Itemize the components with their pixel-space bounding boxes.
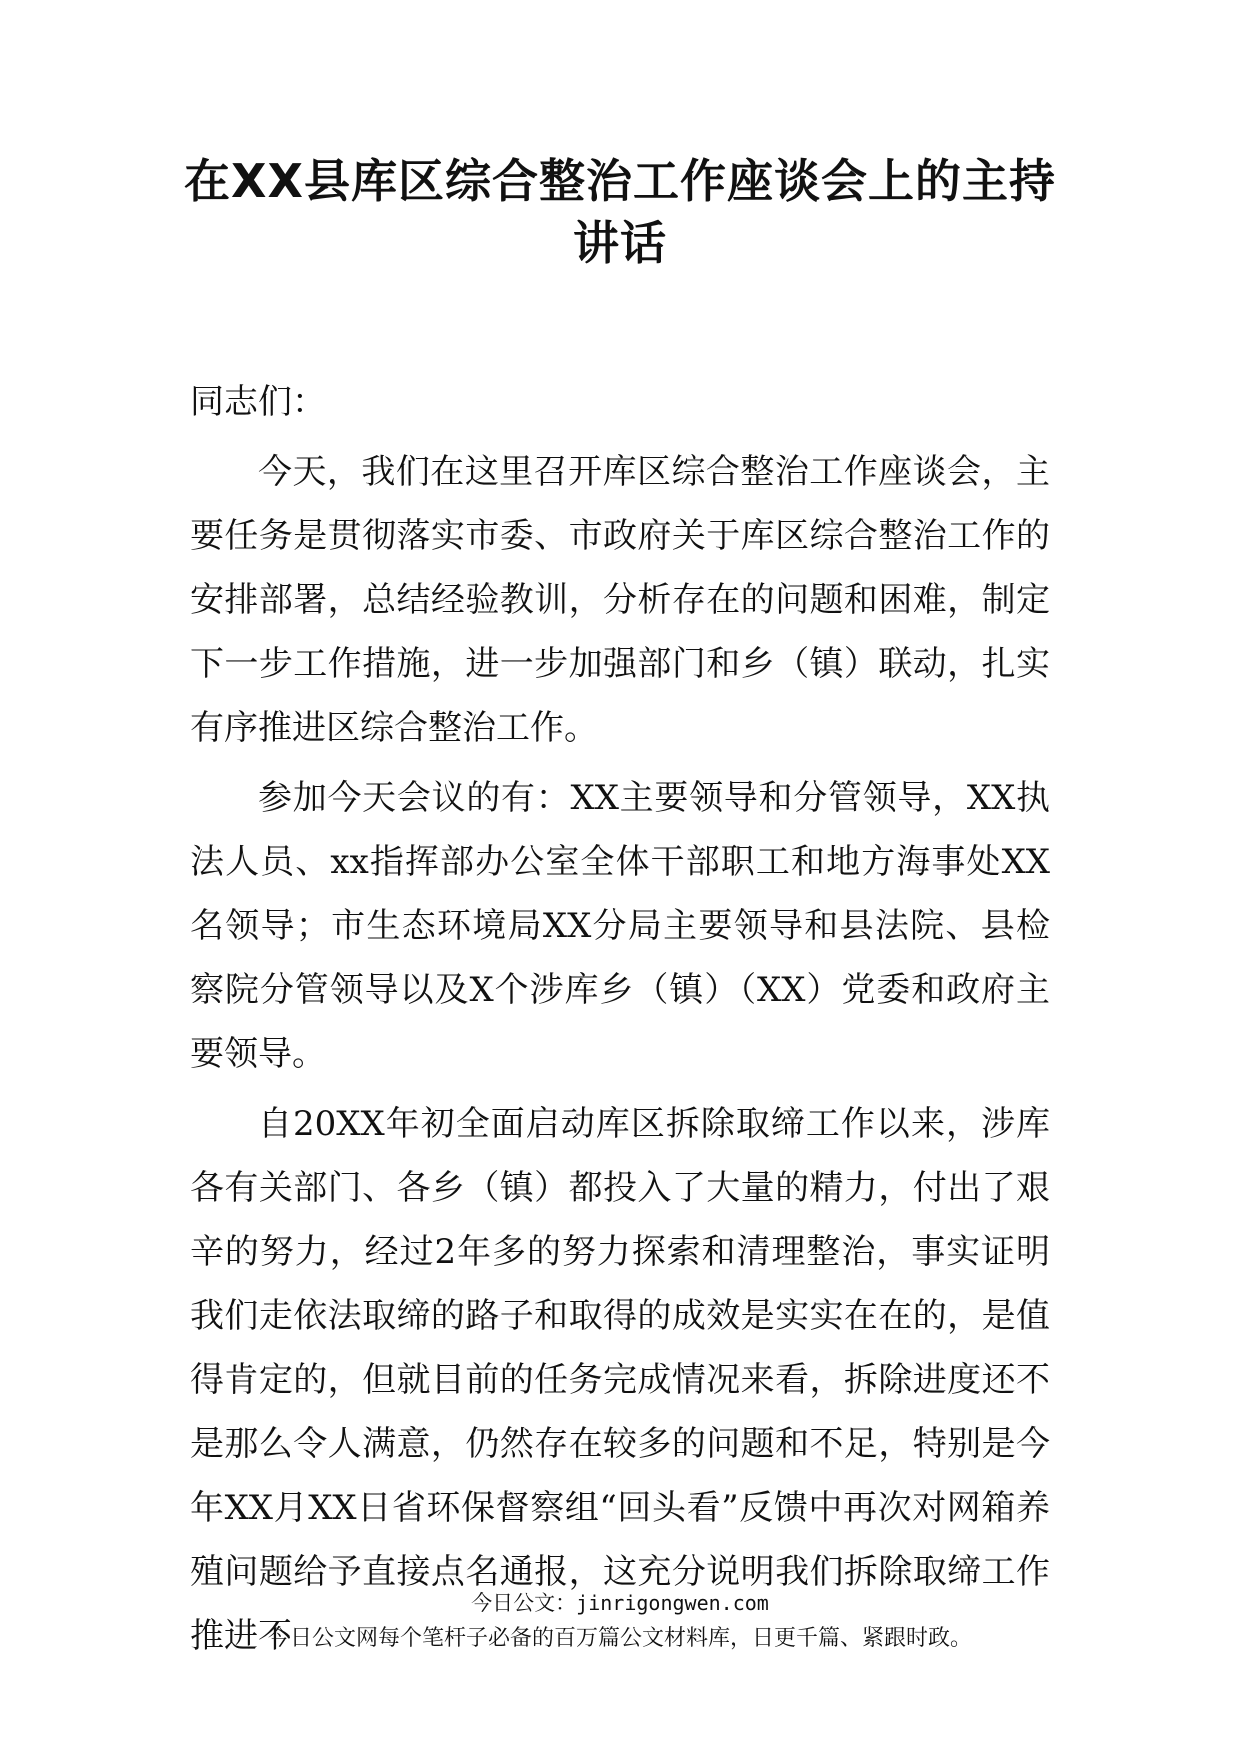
paragraph-1: 今天，我们在这里召开库区综合整治工作座谈会，主要任务是贯彻落实市委、市政府关于库区综合整治工作的安排部署，总结经验教训，分析存在的问题和困难，制定下一步工作措施，进一步加强部门和乡（镇）联动，扎实有序推进区综合整治工作。	[190, 452, 1050, 748]
greeting: 同志们：	[190, 382, 326, 422]
footer-label: 今日公文：	[471, 1591, 577, 1615]
title-line-1: 在XX县库区综合整治工作座谈会上的主持	[184, 154, 1056, 208]
paragraph-3: 自20XX年初全面启动库区拆除取缔工作以来，涉库各有关部门、各乡（镇）都投入了大量的精力，付出了艰辛的努力，经过2年多的努力探索和清理整治，事实证明我们走依法取缔的路子和取得的成效是实实在在的，是值得肯定的，但就目前的任务完成情况来看，拆除进度还不是那么令人满意，仍然存在较多的问题和不足，特别是今年XX月XX日省环保督察组“回头看”反馈中再次对网箱养殖问题给予直接点名通报，这充分说明我们拆除取缔工作推进不	[190, 1104, 1050, 1656]
document-title	[175, 150, 1065, 274]
footer-url[interactable]: jinrigongwen.com	[576, 1591, 769, 1615]
title-line-2: 讲话	[573, 216, 667, 270]
footer-source-line	[0, 1588, 1240, 1618]
paragraph-2: 参加今天会议的有：XX主要领导和分管领导，XX执法人员、xx指挥部办公室全体干部职工和地方海事处XX名领导；市生态环境局XX分局主要领导和县法院、县检察院分管领导以及X个涉库乡（镇）（XX）党委和政府主要领导。	[190, 778, 1050, 1074]
document-body	[190, 370, 1050, 1674]
footer-slogan: 今日公文网每个笔杆子必备的百万篇公文材料库，日更千篇、紧跟时政。	[267, 1626, 972, 1651]
page-footer	[0, 1588, 1240, 1656]
